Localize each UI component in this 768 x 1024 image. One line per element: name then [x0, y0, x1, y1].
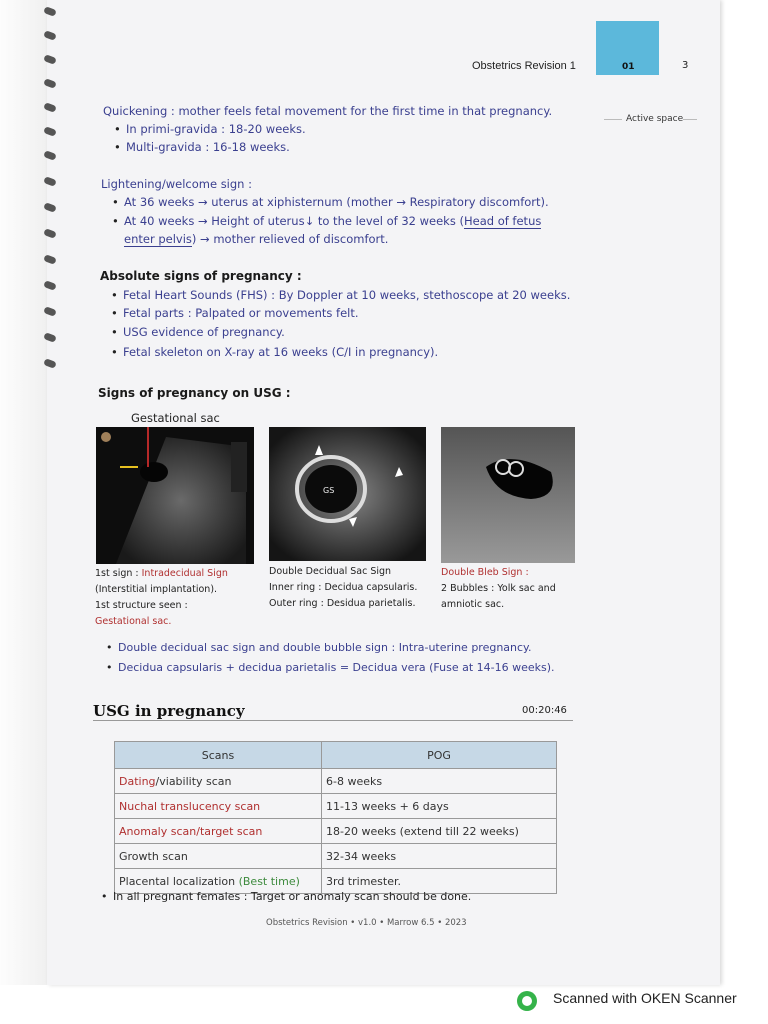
ultrasound-image-double-decidual-sac	[269, 427, 426, 561]
caption2-line3: Outer ring : Desidua parietalis.	[269, 598, 416, 609]
caption1-line1: 1st sign :	[95, 568, 142, 579]
scan-cell	[115, 769, 322, 794]
gestational-sac-label: Gestational sac	[131, 411, 220, 425]
scan-cell	[115, 794, 322, 819]
caption2-line1: Double Decidual Sac Sign	[269, 566, 392, 577]
page-footer: Obstetrics Revision • v1.0 • Marrow 6.5 • 2023	[266, 918, 467, 928]
usg-scans-table	[114, 741, 557, 894]
lightening-item-36-weeks: • At 36 weeks → uterus at xiphisternum (mother → Respiratory discomfort).	[124, 195, 549, 209]
active-space-line-left	[604, 119, 622, 120]
pog-cell: 6-8 weeks	[322, 769, 557, 794]
pog-cell: 11-13 weeks + 6 days	[322, 794, 557, 819]
usg-note-decidua-vera: • Decidua capsularis + decidua parietalis = Decidua vera (Fuse at 14-16 weeks).	[118, 661, 555, 674]
caption1-intradecidual-sign: Intradecidual Sign	[141, 568, 228, 579]
scan-cell	[115, 819, 322, 844]
table-row	[115, 844, 557, 869]
scan-name: /viability scan	[155, 774, 232, 788]
lightening-heading: Lightening/welcome sign :	[101, 177, 252, 191]
active-space-line-right	[683, 119, 697, 120]
binder-edge	[0, 0, 47, 985]
lightening-item-40-continued	[124, 232, 388, 246]
scan-name: Placental localization	[119, 874, 239, 888]
caption-double-decidual-sac	[269, 564, 417, 612]
scan-cell	[115, 844, 322, 869]
table-row	[115, 819, 557, 844]
caption1-gestational-sac: Gestational sac.	[95, 616, 172, 627]
caption-double-bleb	[441, 565, 556, 613]
column-header-scans: Scans	[115, 742, 322, 769]
page-number: 3	[682, 60, 689, 71]
oken-scanner-logo-icon	[517, 991, 537, 1011]
quickening-item-multi: • Multi-gravida : 16-18 weeks.	[126, 140, 290, 154]
absolute-signs-heading: Absolute signs of pregnancy :	[100, 269, 302, 283]
anomaly-scan-note: • In all pregnant females : Target or anomaly scan should be done.	[113, 890, 471, 903]
scanner-watermark: Scanned with OKEN Scanner	[553, 990, 737, 1006]
ultrasound-image-double-bleb	[441, 427, 575, 563]
caption2-line2: Inner ring : Decidua capsularis.	[269, 582, 418, 593]
quickening-heading	[103, 104, 552, 118]
lightening-item-40-text: At 40 weeks → Height of uterus↓ to the level of 32 weeks (	[124, 214, 464, 228]
absolute-sign-xray: • Fetal skeleton on X-ray at 16 weeks (C/I in pregnancy).	[123, 345, 438, 359]
section-divider	[93, 720, 573, 721]
scan-name-highlight: Dating	[119, 774, 156, 788]
book-title: Obstetrics Revision 1	[472, 60, 576, 72]
caption3-line3: amniotic sac.	[441, 599, 505, 610]
caption3-double-bleb-sign: Double Bleb Sign :	[441, 567, 529, 578]
scan-name-highlight: Nuchal translucency scan	[119, 799, 261, 813]
quickening-item-primi: • In primi-gravida : 18-20 weeks.	[126, 122, 306, 136]
caption3-line2: 2 Bubbles : Yolk sac and	[441, 583, 556, 594]
absolute-sign-usg: • USG evidence of pregnancy.	[123, 325, 285, 339]
usg-signs-heading: Signs of pregnancy on USG :	[98, 386, 291, 400]
ultrasound-image-intradecidual	[96, 427, 254, 564]
caption1-line2: (Interstitial implantation).	[95, 584, 218, 595]
usg-note-intrauterine: • Double decidual sac sign and double bubble sign : Intra-uterine pregnancy.	[118, 641, 532, 654]
lightening-item-40-end: ) → mother relieved of discomfort.	[191, 232, 389, 246]
table-header-row	[115, 742, 557, 769]
pog-cell: 32-34 weeks	[322, 844, 557, 869]
caption-intradecidual	[95, 566, 228, 630]
scan-name-highlight: Anomaly scan/target scan	[119, 824, 263, 838]
pog-cell: 3rd trimester.	[322, 869, 557, 894]
pog-cell: 18-20 weeks (extend till 22 weeks)	[322, 819, 557, 844]
best-time-note: (Best time)	[238, 874, 300, 888]
absolute-sign-fetal-parts: • Fetal parts : Palpated or movements felt.	[123, 306, 359, 320]
enter-pelvis-underlined: enter pelvis	[124, 232, 192, 246]
chapter-number: 01	[622, 62, 635, 72]
column-header-pog: POG	[322, 742, 557, 769]
lightening-item-40-weeks	[124, 214, 541, 228]
scan-name: Growth scan	[119, 849, 188, 863]
active-space-label: Active space	[626, 114, 684, 124]
quickening-definition: mother feels fetal movement for the first time in that pregnancy.	[178, 104, 553, 118]
gs-label: GS	[323, 486, 335, 495]
caption1-line3: 1st structure seen :	[95, 600, 188, 611]
table-row	[115, 769, 557, 794]
video-timestamp: 00:20:46	[522, 705, 567, 716]
absolute-sign-fhs: • Fetal Heart Sounds (FHS) : By Doppler at 10 weeks, stethoscope at 20 weeks.	[123, 288, 570, 302]
usg-in-pregnancy-title: USG in pregnancy	[93, 702, 245, 720]
quickening-term: Quickening :	[103, 104, 175, 118]
table-row	[115, 794, 557, 819]
head-of-fetus-underlined: Head of fetus	[463, 214, 542, 228]
